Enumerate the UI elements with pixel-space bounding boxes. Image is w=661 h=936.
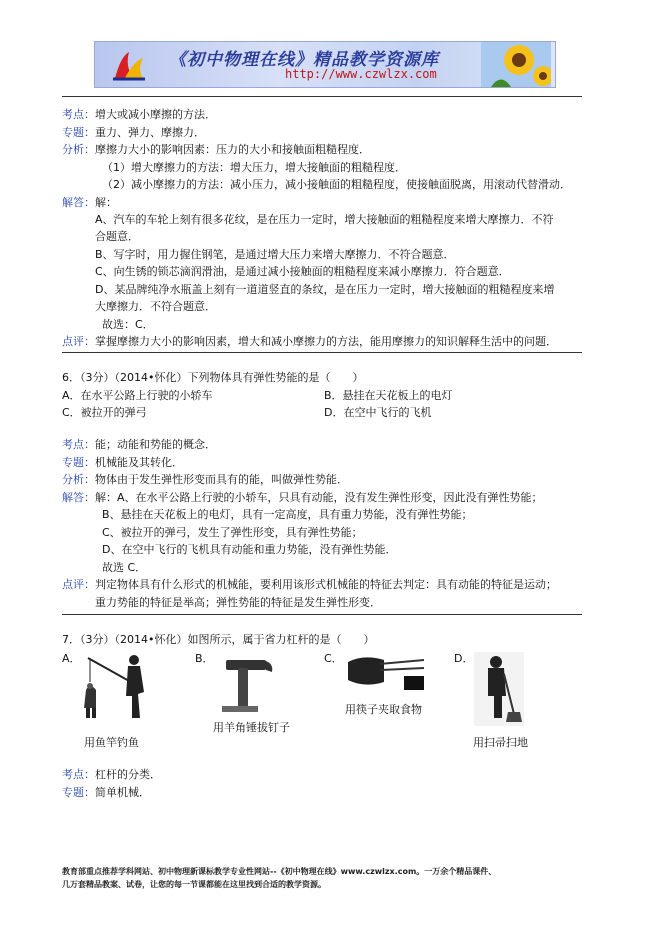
q7-kaodian: 考点：杠杆的分类． [62, 768, 161, 781]
q6-jieda-line: D、在空中飞行的飞机具有动能和重力势能，没有弹性势能． [102, 543, 397, 556]
q5-jieda: 解答：解： [62, 196, 117, 209]
logo-icon [111, 48, 147, 82]
q7-caption-a: 用鱼竿钓鱼 [84, 736, 139, 749]
q5-answer: 故选：C． [102, 318, 154, 331]
fishing-rod-figure[interactable] [78, 652, 158, 724]
q5-fenxi: 分析：摩擦力大小的影响因素：压力的大小和接触面粗糙程度． [62, 143, 370, 156]
header-divider [62, 96, 582, 97]
header-banner [94, 41, 556, 88]
q5-jieda-line: 大摩擦力．不符合题意． [95, 300, 216, 313]
claw-hammer-figure[interactable] [218, 656, 278, 716]
q7-label-c[interactable]: C． [324, 652, 343, 665]
q6-option-d[interactable]: D．在空中飞行的飞机 [324, 406, 432, 419]
chopsticks-figure[interactable] [344, 652, 426, 696]
q6-jieda: 解答：解：A、在水平公路上行驶的小轿车，只具有动能，没有发生弹性形变，因此没有弹性势能； [62, 491, 543, 504]
q5-jieda-line: D、某品牌纯净水瓶盖上刻有一道道竖直的条纹，是在压力一定时，增大接触面的粗糙程度来增 [95, 283, 555, 296]
sunflower-icon [481, 42, 551, 87]
q6-jieda-line: B、悬挂在天花板上的电灯，具有一定高度，具有重力势能，没有弹性势能； [102, 508, 473, 521]
q5-jieda-line: 合题意． [95, 230, 139, 243]
q6-option-a[interactable]: A．在水平公路上行驶的小轿车 [62, 389, 213, 402]
q6-stem: 6．（3分）（2014•怀化）下列物体具有弹性势能的是（ ） [62, 371, 364, 384]
q6-answer: 故选 C． [102, 561, 147, 574]
q5-zhuanti: 专题：重力、弹力、摩擦力． [62, 126, 205, 139]
footer-line-2: 几万套精品教案、试卷，让您的每一节课都能在这里找到合适的教学资源。 [62, 880, 326, 889]
q6-fenxi: 分析：物体由于发生弹性形变而具有的能，叫做弹性势能． [62, 473, 348, 486]
q7-stem: 7．（3分）（2014•怀化）如图所示，属于省力杠杆的是（ ） [62, 633, 375, 646]
q7-caption-d: 用扫帚扫地 [473, 736, 528, 749]
q7-label-d[interactable]: D． [454, 652, 474, 665]
q5-fenxi-line: （1）增大摩擦力的方法：增大压力，增大接触面的粗糙程度． [102, 161, 406, 174]
q5-fenxi-line: （2）减小摩擦力的方法：减小压力，减小接触面的粗糙程度，使接触面脱离，用滚动代替滑动． [102, 178, 571, 191]
q5-kaodian: 考点：增大或减小摩擦的方法． [62, 108, 216, 121]
q6-jieda-line: C、被拉开的弹弓，发生了弹性形变，具有弹性势能； [102, 526, 363, 539]
q5-dianping: 点评：掌握摩擦力大小的影响因素，增大和减小摩擦力的方法，能用摩擦力的知识解释生活中的问题． [62, 335, 557, 348]
q5-jieda-line: B、写字时，用力握住钢笔，是通过增大压力来增大摩擦力．不符合题意． [95, 248, 455, 261]
footer-line-1: 教育部重点推荐学科网站、初中物理新课标教学专业性网站--《初中物理在线》www.czwlzx.com。一万余个精品课件、 [62, 867, 497, 876]
q7-label-b[interactable]: B． [195, 652, 214, 665]
banner-title: 《初中物理在线》精品教学资源库 [169, 50, 439, 70]
q6-zhuanti: 专题：机械能及其转化． [62, 456, 183, 469]
q5-jieda-line: A、汽车的车轮上刻有很多花纹，是在压力一定时，增大接触面的粗糙程度来增大摩擦力．不符 [95, 213, 554, 226]
q7-caption-c: 用筷子夹取食物 [345, 703, 422, 716]
q6-divider [62, 614, 582, 615]
q6-dianping-line: 重力势能的特征是举高；弹性势能的特征是发生弹性形变． [95, 596, 381, 609]
q6-option-b[interactable]: B．悬挂在天花板上的电灯 [324, 389, 453, 402]
q7-zhuanti: 专题：简单机械． [62, 786, 150, 799]
q6-option-c[interactable]: C．被拉开的弹弓 [62, 406, 147, 419]
q5-divider [62, 352, 582, 353]
broom-figure[interactable] [474, 652, 524, 726]
q7-label-a[interactable]: A． [62, 652, 81, 665]
q6-kaodian: 考点：能；动能和势能的概念． [62, 438, 216, 451]
q6-dianping: 点评：判定物体具有什么形式的机械能，要利用该形式机械能的特征去判定：具有动能的特征是运动； [62, 578, 557, 591]
q7-caption-b: 用羊角锤拔钉子 [213, 721, 290, 734]
banner-url[interactable]: http://www.czwlzx.com [285, 67, 437, 81]
q5-jieda-line: C、向生锈的锁芯滴润滑油，是通过减小接触面的粗糙程度来减小摩擦力．符合题意． [95, 265, 510, 278]
